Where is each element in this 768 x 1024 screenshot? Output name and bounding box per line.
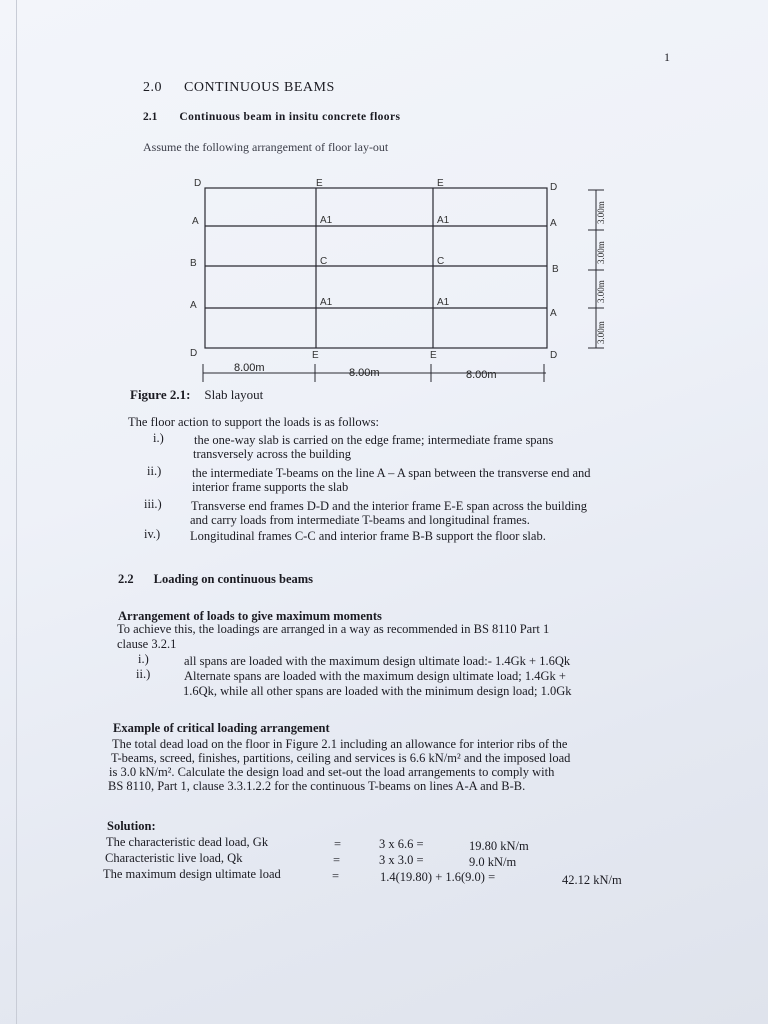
- solution-equals: =: [334, 837, 342, 851]
- solution-expr: 1.4(19.80) + 1.6(9.0) =: [380, 870, 496, 884]
- section-22-number: 2.2: [118, 572, 134, 586]
- list-item-line: transversely across the building: [193, 447, 351, 461]
- label-right-a2: A: [550, 308, 557, 319]
- height-label: 3.00m: [596, 280, 606, 303]
- list-item-line: all spans are loaded with the maximum design ultimate load:- 1.4Gk + 1.6Qk: [184, 654, 571, 668]
- subsection-title: Continuous beam in insitu concrete floors: [179, 111, 401, 123]
- label-bottom-d2: D: [550, 350, 558, 361]
- label-top-e1: E: [316, 178, 323, 189]
- subsection-heading: [143, 111, 400, 123]
- height-label: 3.00m: [596, 201, 606, 224]
- slab-grid: [205, 188, 547, 348]
- list-item-num: i.): [153, 431, 164, 445]
- subsection-number: 2.1: [143, 111, 158, 123]
- list-item-line: interior frame supports the slab: [192, 480, 349, 494]
- slab-layout-figure: [120, 168, 640, 398]
- cell-label-a1: A1: [320, 215, 333, 226]
- section-22-heading: [118, 572, 313, 587]
- cell-label-a1: A1: [437, 297, 450, 308]
- height-labels: [596, 201, 606, 344]
- list-item-line: Transverse end frames D-D and the interior frame E-E span across the building: [191, 499, 587, 513]
- label-top-d1: D: [194, 178, 202, 189]
- solution-equals: =: [332, 869, 340, 883]
- solution-title: Solution:: [107, 819, 156, 833]
- caption-label: Figure 2.1:: [130, 387, 191, 402]
- solution-result: 19.80 kN/m: [469, 839, 529, 853]
- cell-label-a1: A1: [437, 215, 450, 226]
- floor-action-intro: The floor action to support the loads is as follows:: [128, 415, 380, 429]
- list-item-num: i.): [138, 652, 149, 666]
- label-right-b: B: [552, 264, 559, 275]
- cell-label-c: C: [320, 256, 328, 267]
- section-heading: [143, 80, 335, 96]
- list-item-line: the one-way slab is carried on the edge frame; intermediate frame spans: [194, 433, 554, 447]
- span-labels: [234, 362, 497, 381]
- list-item-num: iii.): [144, 497, 162, 511]
- label-bottom-d1: D: [190, 348, 198, 359]
- list-item-line: the intermediate T-beams on the line A – A span between the transverse end and: [192, 466, 591, 480]
- grid-labels: [190, 178, 559, 361]
- list-item-num: ii.): [147, 464, 162, 478]
- span-label: 8.00m: [466, 369, 497, 381]
- label-bottom-e1: E: [312, 350, 319, 361]
- solution-result: 42.12 kN/m: [562, 873, 622, 887]
- label-right-a1: A: [550, 218, 557, 229]
- list-item-line: Longitudinal frames C-C and interior frame B-B support the floor slab.: [190, 529, 546, 543]
- height-label: 3.00m: [596, 321, 606, 344]
- solution-expr: 3 x 3.0 =: [379, 853, 424, 867]
- arrangement-title: Arrangement of loads to give maximum moments: [118, 609, 382, 623]
- example-line: is 3.0 kN/m². Calculate the design load and set-out the load arrangements to comply with: [109, 765, 555, 779]
- caption-text: Slab layout: [204, 387, 264, 402]
- slab-outline: [205, 188, 547, 348]
- example-line: T-beams, screed, finishes, partitions, ceiling and services is 6.6 kN/m² and the imposed load: [111, 751, 571, 765]
- section-number: 2.0: [143, 80, 162, 95]
- span-label: 8.00m: [234, 362, 265, 374]
- solution-label: The characteristic dead load, Gk: [106, 835, 269, 849]
- page-number: 1: [664, 50, 670, 64]
- cell-label-a1: A1: [320, 297, 333, 308]
- label-top-e2: E: [437, 178, 444, 189]
- list-item-num: ii.): [136, 667, 151, 681]
- example-line: BS 8110, Part 1, clause 3.3.1.2.2 for the continuous T-beams on lines A-A and B-B.: [108, 779, 526, 793]
- cell-label-c: C: [437, 256, 445, 267]
- height-label: 3.00m: [596, 241, 606, 264]
- page-edge-line: [16, 0, 17, 1024]
- intro-text: Assume the following arrangement of floor lay-out: [143, 140, 389, 154]
- example-title: Example of critical loading arrangement: [113, 721, 330, 735]
- solution-expr: 3 x 6.6 =: [379, 837, 424, 851]
- list-item-line: 1.6Qk, while all other spans are loaded with the minimum design load; 1.0Gk: [183, 684, 572, 698]
- label-left-b: B: [190, 258, 197, 269]
- list-item-num: iv.): [144, 527, 161, 541]
- list-item-line: and carry loads from intermediate T-beams and longitudinal frames.: [190, 513, 530, 527]
- solution-label: Characteristic live load, Qk: [105, 851, 243, 865]
- figure-caption: [130, 387, 263, 403]
- solution-result: 9.0 kN/m: [469, 855, 517, 869]
- label-left-a1: A: [192, 216, 199, 227]
- section-title: CONTINUOUS BEAMS: [184, 80, 335, 95]
- example-line: The total dead load on the floor in Figure 2.1 including an allowance for interior ribs of the: [112, 737, 568, 751]
- arrangement-line: clause 3.2.1: [117, 637, 177, 651]
- section-22-title: Loading on continuous beams: [153, 572, 314, 586]
- label-bottom-e2: E: [430, 350, 437, 361]
- label-left-a2: A: [190, 300, 197, 311]
- solution-label: The maximum design ultimate load: [103, 867, 281, 881]
- arrangement-line: To achieve this, the loadings are arranged in a way as recommended in BS 8110 Part 1: [117, 622, 550, 636]
- list-item-line: Alternate spans are loaded with the maximum design ultimate load; 1.4Gk +: [184, 669, 566, 683]
- span-label: 8.00m: [349, 367, 380, 379]
- solution-equals: =: [333, 853, 341, 867]
- label-top-d2: D: [550, 182, 558, 193]
